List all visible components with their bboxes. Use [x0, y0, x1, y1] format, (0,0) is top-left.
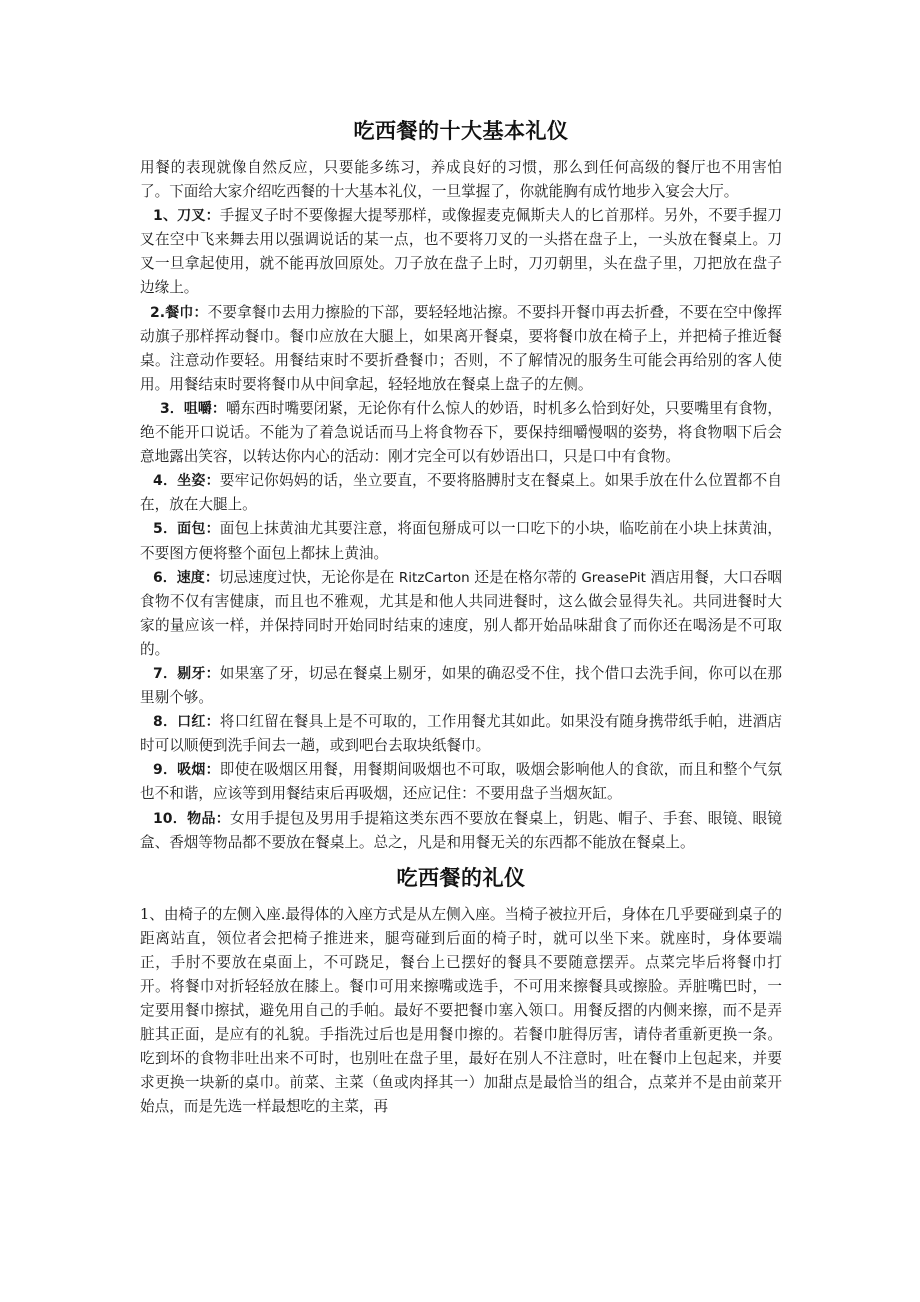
- rule-label: 2.餐巾：: [150, 304, 208, 321]
- rule-text: 要牢记你妈妈的话，坐立要直，不要将胳膊肘支在餐桌上。如果手放在什么位置都不自在，放在大腿上。: [140, 472, 782, 514]
- rule-text: 酒店用餐，大口吞咽食物不仅有害健康，而且也不雅观，尤其是和他人共同进餐时，这么做会显得失礼。共同进餐时大家的量应该一样，并保持同时开始同时结束的速度，别人都开始品味甜食了而你还在喝汤是不可取的。: [140, 568, 783, 658]
- rule-label: 5．面包：: [153, 521, 220, 538]
- rule-knife-fork: [140, 204, 782, 300]
- rule-text: 女用手提包及男用手提箱这类东西不要放在餐桌上，钥匙、帽子、手套、眼镜、眼镜盒、香烟等物品都不要放在餐桌上。总之，凡是和用餐无关的东西都不能放在餐桌上。: [140, 809, 782, 851]
- rule-text: 将口红留在餐具上是不可取的，工作用餐尤其如此。如果没有随身携带纸手帕，进酒店时可以顺便到洗手间去一趟，或到吧台去取块纸餐巾。: [140, 713, 782, 755]
- rule-posture: [140, 469, 782, 517]
- rule-belongings: [140, 807, 782, 855]
- rule-text: 如果塞了牙，切忌在餐桌上剔牙，如果的确忍受不住，找个借口去洗手间，你可以在那里剔个够。: [140, 664, 782, 707]
- rule-chewing: [140, 397, 782, 469]
- rule-lipstick: [140, 710, 782, 758]
- rule-bread: [140, 517, 782, 565]
- rule-text: 面包上抹黄油尤其要注意，将面包掰成可以一口吃下的小块，临吃前在小块上抹黄油，不要图方便将整个面包上都抹上黄油。: [140, 520, 782, 562]
- rule-napkin: [140, 301, 782, 397]
- rule-smoking: [140, 758, 782, 806]
- rule-text: 嚼东西时嘴要闭紧，无论你有什么惊人的妙语，时机多么恰到好处，只要嘴里有食物，绝不能开口说话。不能为了着急说话而马上将食物吞下，要保持细嚼慢咽的姿势，将食物咽下后会意地露出笑容，以转达你内心的活动：刚才完全可以有妙语出口，只是口中有食物。: [140, 399, 782, 466]
- rule-label: 6．速度：: [153, 569, 219, 586]
- rule-label: 8．口红：: [153, 714, 220, 731]
- rule-text: 手握叉子时不要像握大提琴那样，或像握麦克佩斯夫人的匕首那样。另外，不要手握刀叉在空中飞来舞去用以强调说话的某一点，也不要将刀叉的一头搭在盘子上，一头放在餐桌上。刀叉一旦拿起使用，就不能再放回原处。刀子放在盘子上时，刀刃朝里，头在盘子里，刀把放在盘子边缘上。: [140, 207, 782, 297]
- intro-paragraph: 用餐的表现就像自然反应，只要能多练习，养成良好的习惯，那么到任何高级的餐厅也不用害怕了。下面给大家介绍吃西餐的十大基本礼仪，一旦掌握了，你就能胸有成竹地步入宴会大厅。: [140, 159, 782, 201]
- rule-speed: [140, 566, 782, 662]
- rule-label: 7．剔牙：: [153, 665, 220, 682]
- rule-text: 不要拿餐巾去用力擦脸的下部，要轻轻地沾擦。不要抖开餐巾再去折叠，不要在空中像挥动旗子那样挥动餐巾。餐巾应放在大腿上，如果离开餐桌，要将餐巾放在椅子上，并把椅子推近餐桌。注意动作要轻。用餐结束时不要折叠餐巾；否则，不了解情况的服务生可能会再给别的客人使用。用餐结束时要将餐巾从中间拿起，轻轻地放在餐桌上盘子的左侧。: [140, 303, 782, 393]
- rule-label: 9．吸烟：: [153, 762, 220, 779]
- rule-text: 切忌速度过快，无论你是在: [218, 568, 399, 586]
- rule-text: 即使在吸烟区用餐，用餐期间吸烟也不可取，吸烟会影响他人的食欲，而且和整个气氛也不和谐，应该等到用餐结束后再吸烟，还应记住：不要用盘子当烟灰缸。: [140, 761, 782, 803]
- document-title: 吃西餐的十大基本礼仪: [353, 119, 569, 143]
- rule-label: 1、刀叉：: [153, 208, 220, 225]
- rule-text: 还是在格尔蒂的: [469, 568, 582, 586]
- section-paragraph: 1、由椅子的左侧入座.最得体的入座方式是从左侧入座。当椅子被拉开后，身体在几乎要碰到桌子的距离站直，领位者会把椅子推进来，腿弯碰到后面的椅子时，就可以坐下来。就座时，身体要端正，手肘不要放在桌面上，不可跷足，餐台上已摆好的餐具不要随意摆弄。点菜完毕后将餐巾打开。将餐巾对折轻轻放在膝上。餐巾可用来擦嘴或选手，不可用来擦餐具或擦脸。弄脏嘴巴时，一定要用餐巾擦拭，避免用自己的手帕。最好不要把餐巾塞入领口。用餐反摺的内侧来擦，而不是弄脏其正面，是应有的礼貌。手指洗过后也是用餐巾擦的。若餐巾脏得厉害，请侍者重新更换一条。吃到坏的食物非吐出来不可时，也别吐在盘子里，最好在别人不注意时，吐在餐巾上包起来，并要求更换一块新的桌巾。前菜、主菜（鱼或肉择其一）加甜点是最恰当的组合，点菜并不是由前菜开始点，而是先选一样最想吃的主菜，再: [140, 905, 782, 1116]
- restaurant-name: GreasePit: [581, 569, 646, 586]
- rule-label: 3．咀嚼：: [160, 400, 226, 417]
- rule-label: 4．坐姿：: [153, 473, 220, 490]
- restaurant-name: RitzCarton: [398, 569, 470, 586]
- section-title: 吃西餐的礼仪: [396, 865, 526, 890]
- rule-toothpick: [140, 662, 782, 710]
- rule-label: 10．物品：: [153, 810, 231, 827]
